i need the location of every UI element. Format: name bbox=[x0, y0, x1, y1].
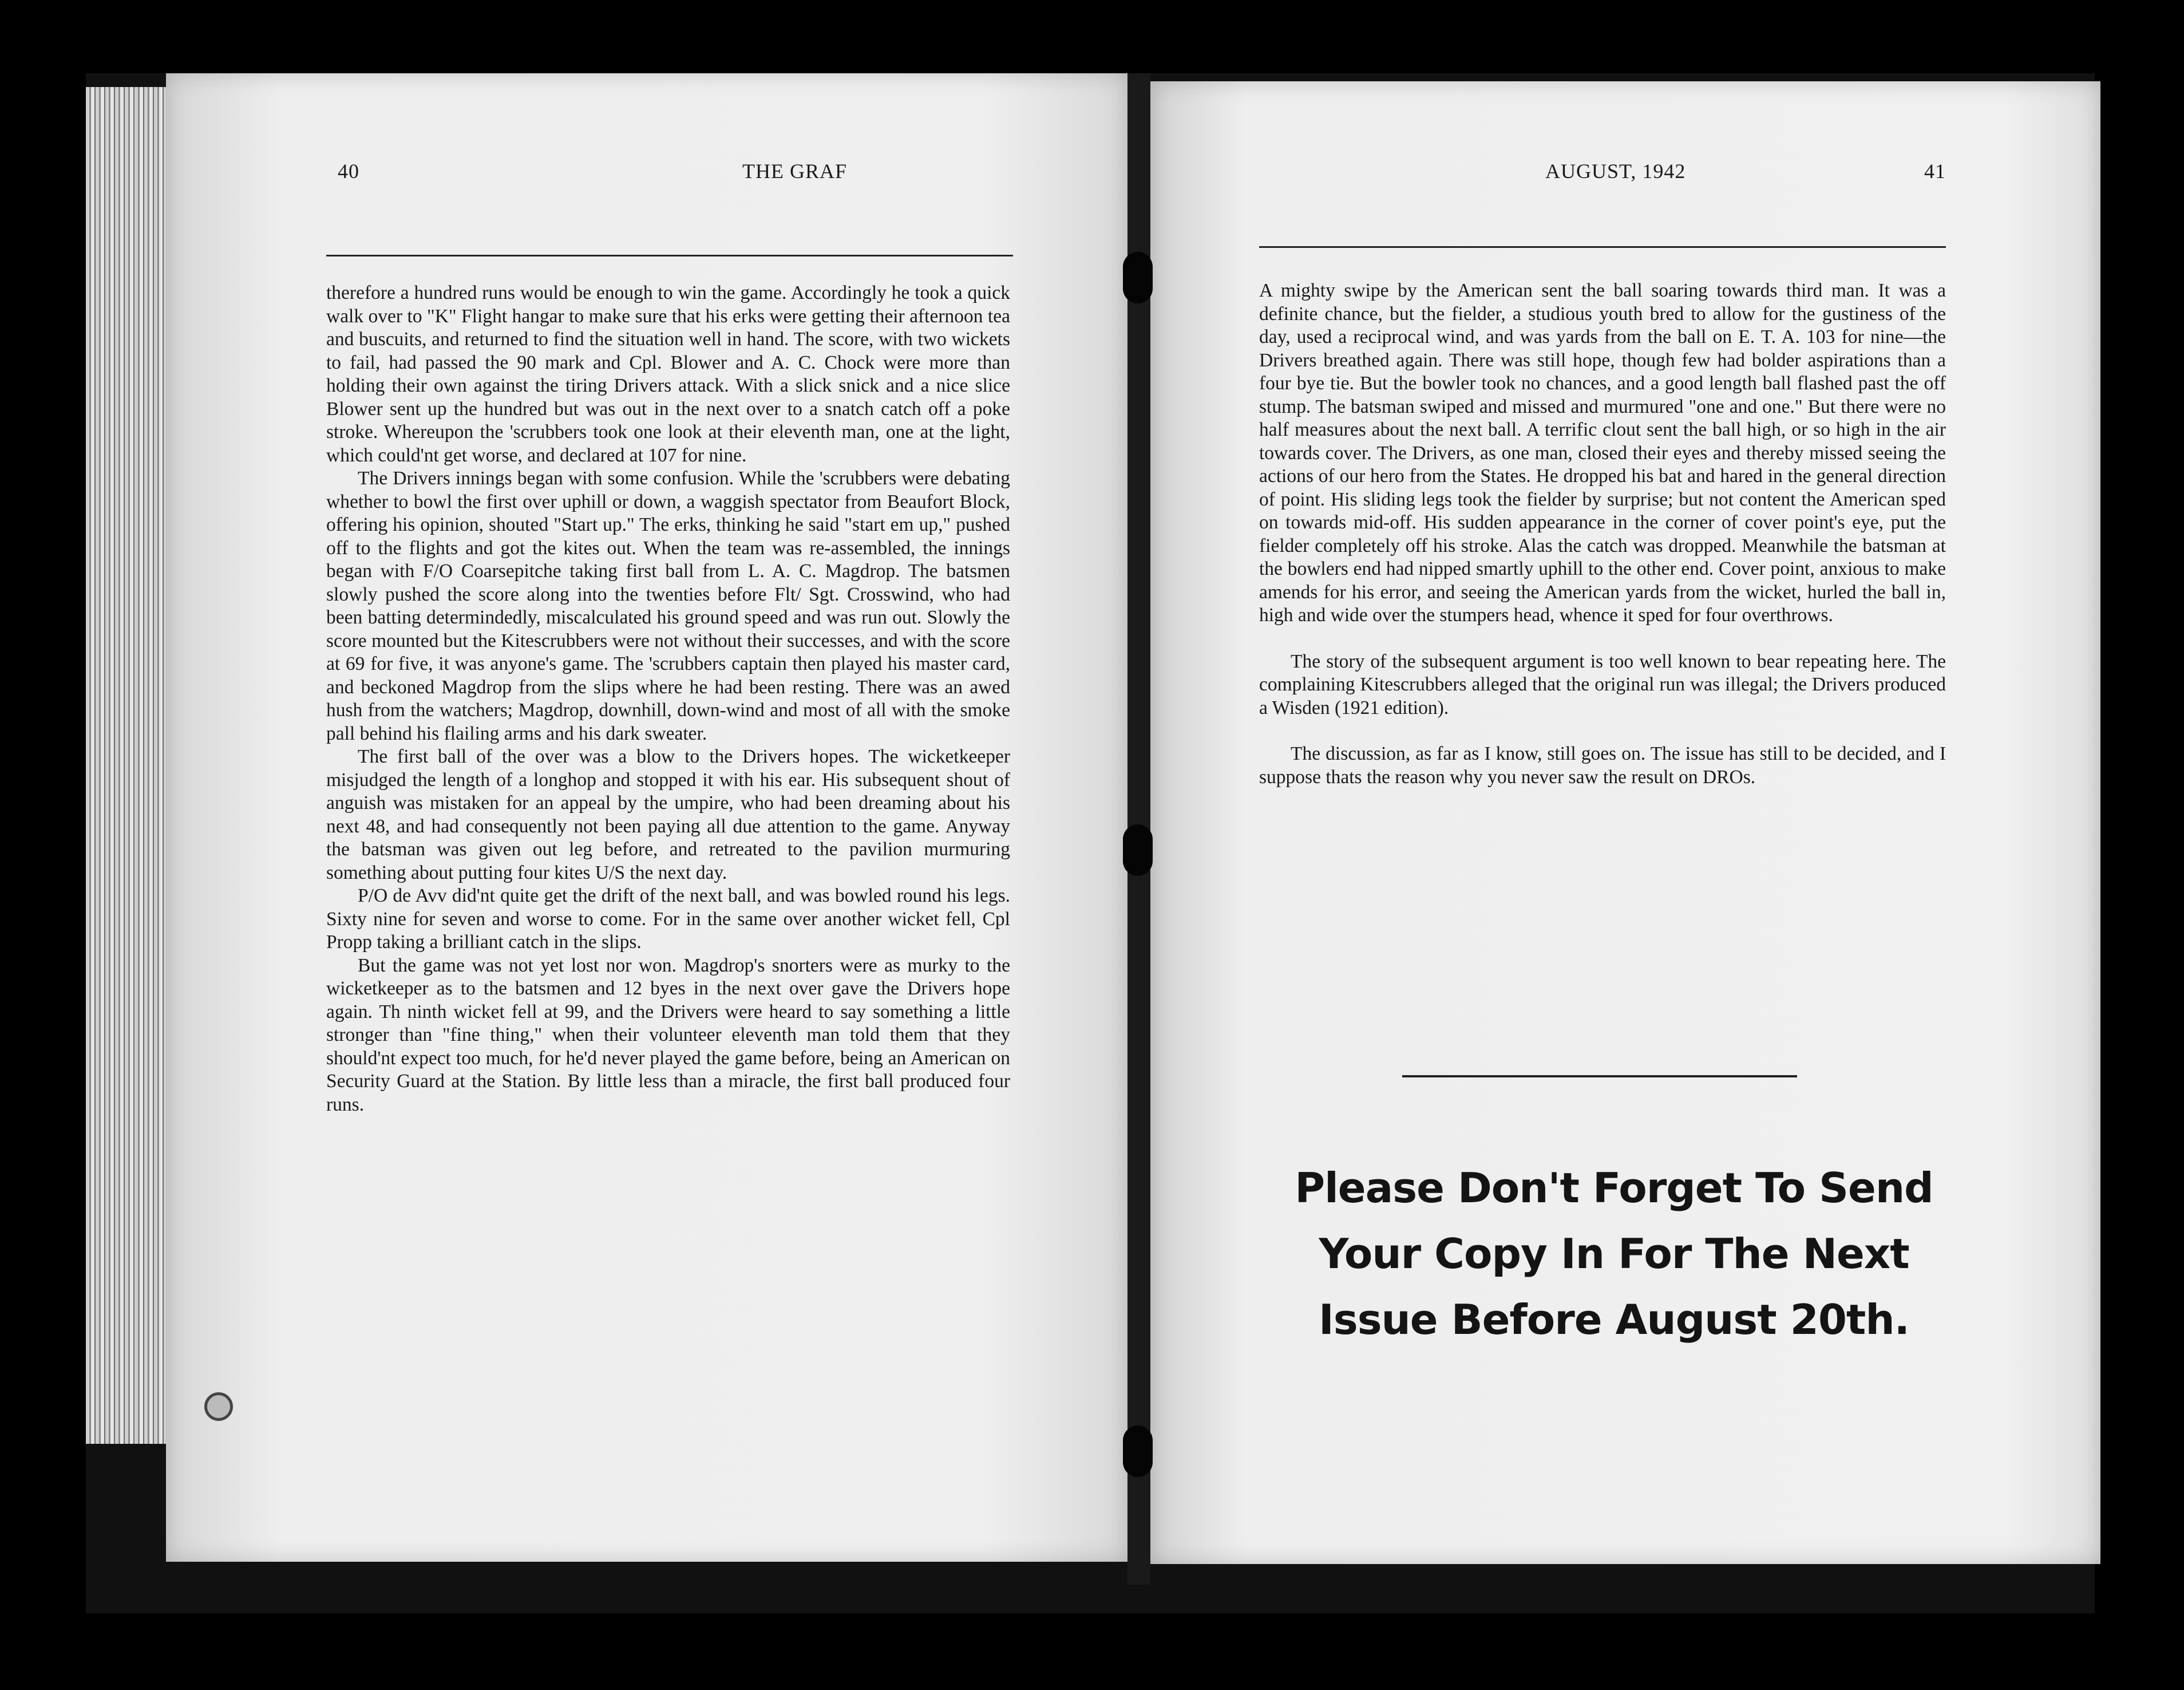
article-paragraph: The discussion, as far as I know, still goes on. The issue has still to be decided, and I suppose thats the reason why you never saw the result on DROs. bbox=[1259, 743, 1946, 788]
binding-hole-top bbox=[1123, 252, 1153, 303]
magazine-title: THE GRAF bbox=[742, 160, 847, 183]
binding-hole-middle bbox=[1123, 824, 1153, 876]
right-page-number: 41 bbox=[1924, 160, 1946, 183]
left-article-column bbox=[326, 282, 1010, 1116]
right-running-head bbox=[1259, 155, 1946, 183]
issue-date: AUGUST, 1942 bbox=[1545, 160, 1686, 183]
notice-line: Please Don't Forget To Send bbox=[1295, 1164, 1933, 1212]
article-paragraph: The story of the subsequent argument is too well known to bear repeating here. The complaining Kitescrubbers alleged that the original run was illegal; the Drivers produced a Wisden (1921 edition). bbox=[1259, 650, 1946, 718]
article-paragraph: The first ball of the over was a blow to the Drivers hopes. The wicketkeeper misjudged the length of a longhop and stopped it with his ear. His subsequent shout of anguish was mistaken for an appeal by the umpire, who had been dreaming about his next 48, and had consequently not been paying all due attention to the game. Anyway the batsman was given out leg before, and retreated to the pavilion murmuring something about putting four kites U/S the next day. bbox=[326, 746, 1010, 883]
left-running-head bbox=[172, 155, 1019, 183]
article-paragraph: A mighty swipe by the American sent the ball soaring towards third man. It was a definite chance, but the fielder, a studious youth bred to allow for the gustiness of the day, used a reciprocal wind, and was yards from the ball on E. T. A. 103 for nine—the Drivers breathed again. There was still hope, though few had bolder aspirations than a four bye tie. But the bowler took no chances, and a good length ball flashed past the off stump. The batsman swiped and missed and murmured "one and one." But there were no half measures about the next ball. A terrific clout sent the ball high, or so high in the air towards cover. The Drivers, as one man, closed their eyes and thereby missed seeing the actions of our hero from the States. He dropped his bat and hared in the general direction of point. His sliding legs took the fielder by surprise; but not content the American sped on towards mid-off. His sudden appearance in the corner of cover point's eye, put the fielder completely off his stroke. Alas the catch was dropped. Meanwhile the batsman at the bowlers end had nipped smartly uphill to the other end. Cover point, anxious to make amends for his error, and seeing the American yards from the wicket, hurled the ball in, high and wide over the stumpers head, whence it sped for four overthrows. bbox=[1259, 280, 1946, 626]
article-paragraph: But the game was not yet lost nor won. Magdrop's snorters were as murky to the wicketkeeper as to the batsmen and 12 byes in the next over gave the Drivers hope again. Th ninth wicket fell at 99, and the Drivers were heard to say something a little stronger than "fine thing," when their volunteer eleventh man told them that they should'nt expect too much, for he'd never played the game before, being an American on Security Guard at the Station. By little less than a miracle, the first ball produced four runs. bbox=[326, 954, 1010, 1115]
article-paragraph: The Drivers innings began with some confusion. While the 'scrubbers were debating whether to bowl the first over uphill or down, a waggish spectator from Beaufort Block, offering his opinion, shouted "Start up." The erks, thinking he said "start em up," pushed off to the flights and got the kites out. When the team was re-assembled, the innings began with F/O Coarsepitche taking first ball from L. A. C. Magdrop. The batsmen slowly pushed the score along into the twenties before Flt/ Sgt. Crosswind, who had been batting determindedly, miscalculated his ground speed and was run out. Slowly the score mounted but the Kitescrubbers were not without their successes, and with the score at 69 for five, it was anyone's game. The 'scrubbers captain then played his master card, and beckoned Magdrop from the slips where he had been resting. There was an awed hush from the watchers; Magdrop, downhill, down-wind and most of all with the smoke pall behind his flailing arms and his dark sweater. bbox=[326, 468, 1010, 744]
binding-hole-bottom bbox=[1123, 1426, 1153, 1477]
ink-smudge bbox=[204, 1392, 233, 1421]
section-separator bbox=[1402, 1075, 1797, 1077]
right-article-column bbox=[1259, 279, 1946, 789]
article-paragraph: therefore a hundred runs would be enough to win the game. Accordingly he took a quick walk over to "K" Flight hangar to make sure that his erks were getting their afternoon tea and buscuits, and returned to find the situation well in hand. The score, with two wickets to fail, had passed the 90 mark and Cpl. Blower and A. C. Chock were more than holding their own against the tiring Drivers attack. With a slick snick and a nice slice Blower sent up the hundred but was out in the next over to a snatch catch off a poke stroke. Whereupon the 'scrubbers took one look at their eleventh man, one at the light, which could'nt get worse, and declared at 107 for nine. bbox=[326, 282, 1010, 466]
left-page-number: 40 bbox=[338, 160, 359, 183]
page-edges bbox=[86, 87, 177, 1444]
left-header-rule bbox=[326, 255, 1013, 256]
article-paragraph: P/O de Avv did'nt quite get the drift of the next ball, and was bowled round his legs. Sixty nine for seven and worse to come. For in the same over another wicket fell, Cpl Propp taking a brilliant catch in the slips. bbox=[326, 885, 1010, 953]
right-header-rule bbox=[1259, 246, 1946, 248]
notice-line: Issue Before August 20th. bbox=[1319, 1296, 1909, 1344]
notice-line: Your Copy In For The Next bbox=[1319, 1230, 1909, 1278]
copy-deadline-notice bbox=[1259, 1155, 1969, 1353]
